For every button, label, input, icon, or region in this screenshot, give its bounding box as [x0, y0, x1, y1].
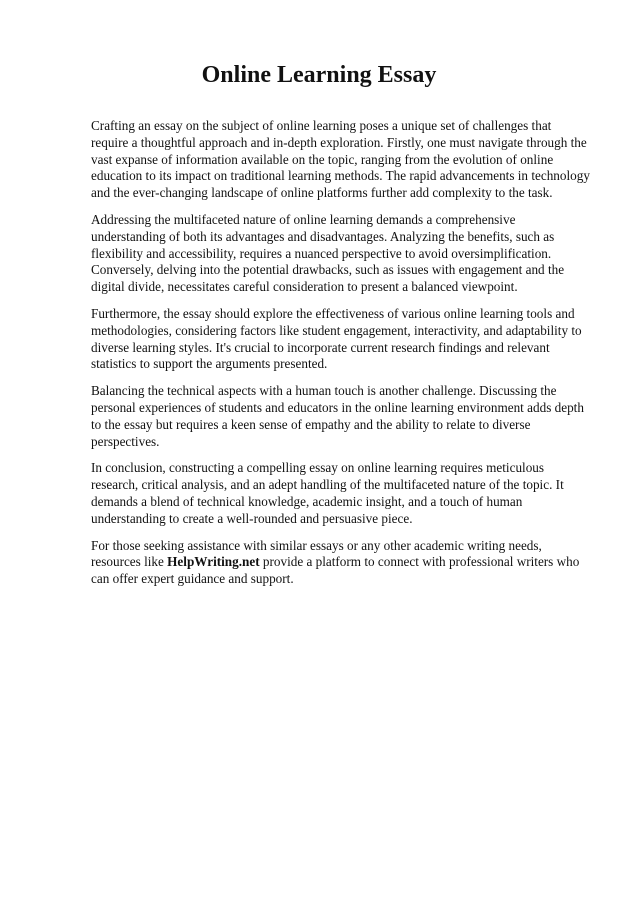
paragraph-2: Addressing the multifaceted nature of online learning demands a comprehensive understanding of both its advantages and disadvantages. Analyzing the benefits, such as flexibility and accessibility, requires a nuanced perspective to avoid oversimplification. Conversely, delving into the potential drawbacks, such as issues with engagement and the digital divide, necessitates careful consideration to present a balanced viewpoint.: [91, 211, 565, 295]
brand-link[interactable]: HelpWriting.net: [167, 554, 260, 570]
paragraph-3: Furthermore, the essay should explore the effectiveness of various online learning tools and methodologies, considering factors like student engagement, interactivity, and adaptability to diverse learning styles. It's crucial to incorporate current research findings and relevant statistics to support the arguments presented.: [91, 305, 582, 372]
paragraph-6-end: provide a platform to connect with professional writers who can offer expert guidance and support.: [91, 554, 580, 587]
paragraph-5: In conclusion, constructing a compelling essay on online learning requires meticulous research, critical analysis, and an adept handling of the multifaceted nature of the topic. It demands a blend of technical knowledge, academic insight, and a touch of human understanding to create a well-rounded and persuasive piece.: [91, 460, 564, 526]
paragraph-6: [91, 538, 591, 588]
page-title: Online Learning Essay: [201, 62, 437, 88]
paragraph-6-start: For those seeking assistance with similar essays or any other academic writing needs, resources like: [91, 537, 542, 570]
paragraph-1: Crafting an essay on the subject of online learning poses a unique set of challenges that require a thoughtful approach and in-depth exploration. Firstly, one must navigate through the vast expanse of information available on the topic, ranging from the evolution of online education to its impact on traditional learning methods. The rapid advancements in technology and the ever-changing landscape of online platforms further add complexity to the task.: [91, 118, 590, 201]
paragraph-4: Balancing the technical aspects with a human touch is another challenge. Discussing the personal experiences of students and educators in the online learning environment adds depth to the essay but requires a keen sense of empathy and the ability to relate to diverse perspectives.: [91, 383, 584, 449]
essay-body: [91, 118, 591, 598]
